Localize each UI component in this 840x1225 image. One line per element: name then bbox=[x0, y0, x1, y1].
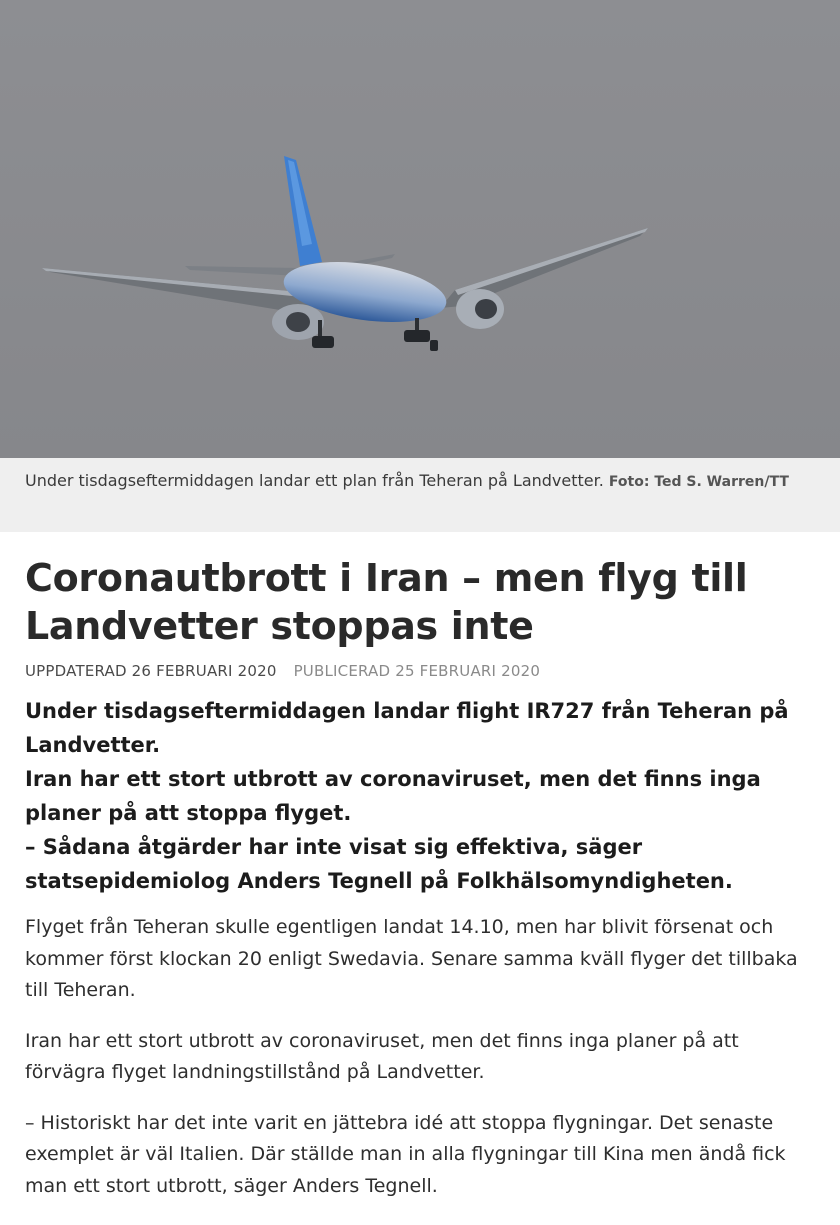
headline: Coronautbrott i Iran – men flyg till Landvetter stoppas inte bbox=[25, 556, 748, 648]
updated-date: UPPDATERAD 26 FEBRUARI 2020 bbox=[25, 662, 277, 680]
article-dates bbox=[25, 662, 815, 680]
caption-text: Under tisdagseftermiddagen landar ett plan från Teheran på Landvetter. bbox=[25, 471, 604, 490]
lead-text bbox=[25, 694, 815, 898]
lead-paragraph: Under tisdagseftermiddagen landar flight IR727 från Teheran på Landvetter. bbox=[25, 699, 789, 757]
published-date: PUBLICERAD 25 FEBRUARI 2020 bbox=[293, 662, 541, 680]
lead-paragraph: Iran har ett stort utbrott av coronaviruset, men det finns inga planer på att stoppa flyget. bbox=[25, 767, 761, 825]
article bbox=[0, 554, 840, 1202]
hero-image[interactable] bbox=[0, 0, 840, 458]
article-body bbox=[25, 912, 815, 1202]
image-caption bbox=[0, 458, 840, 532]
body-paragraph: Iran har ett stort utbrott av coronaviruset, men det finns inga planer på att förvägra flyget landningstillstånd på Landvetter. bbox=[25, 1029, 739, 1083]
photo-credit: Foto: Ted S. Warren/TT bbox=[608, 474, 789, 490]
lead-paragraph: – Sådana åtgärder har inte visat sig effektiva, säger statsepidemiolog Anders Tegnell på Folkhälsomyndigheten. bbox=[25, 835, 733, 893]
body-paragraph: – Historiskt har det inte varit en jättebra idé att stoppa flygningar. Det senaste exemplet är väl Italien. Där ställde man in alla flygningar till Kina men ändå fick man ett stort utbrott, säger Anders Tegnell. bbox=[25, 1111, 786, 1197]
body-paragraph: Flyget från Teheran skulle egentligen landat 14.10, men har blivit försenat och kommer först klockan 20 enligt Swedavia. Senare samma kväll flyger det tillbaka till Teheran. bbox=[25, 916, 798, 1001]
airplane-photo bbox=[0, 0, 840, 458]
